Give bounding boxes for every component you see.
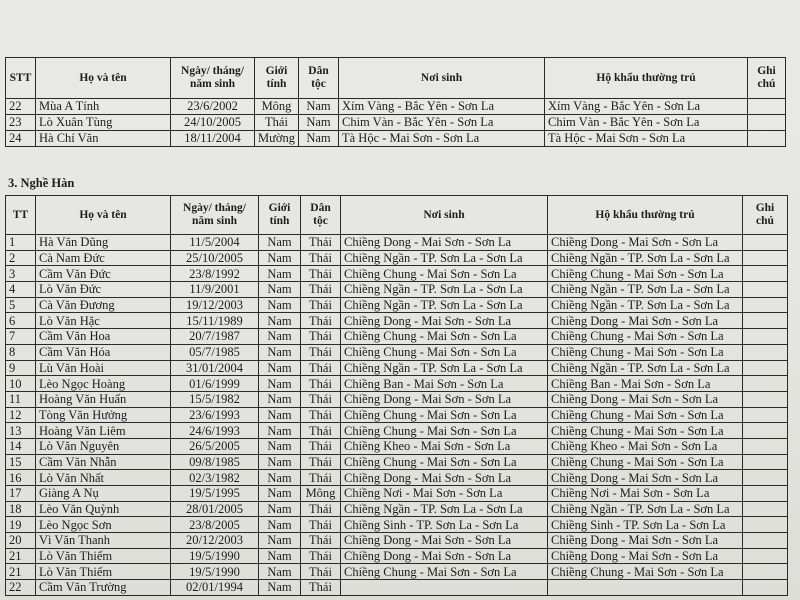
table-cell: Chiềng Dong - Mai Sơn - Sơn La — [548, 313, 743, 329]
table-row — [6, 533, 788, 549]
table-row — [6, 580, 788, 596]
table-cell: Mông — [301, 486, 341, 502]
table-cell: Chiềng Ngần - TP. Sơn La - Sơn La — [341, 360, 548, 376]
table-row — [6, 115, 786, 131]
table-row — [6, 329, 788, 345]
table-cell — [748, 99, 786, 115]
table-cell: Chiềng Dong - Mai Sơn - Sơn La — [341, 470, 548, 486]
table-cell: Nam — [259, 470, 301, 486]
table-cell: Chiềng Nơi - Mai Sơn - Sơn La — [548, 486, 743, 502]
table-cell: Lò Văn Thiếm — [36, 548, 171, 564]
table-cell: 2 — [6, 250, 36, 266]
table-cell: Lò Văn Thiếm — [36, 564, 171, 580]
table-cell: Thái — [301, 250, 341, 266]
table-cell: Thái — [301, 313, 341, 329]
table-cell: Chiềng Sinh - TP. Sơn La - Sơn La — [548, 517, 743, 533]
table-cell: Chiềng Chung - Mai Sơn - Sơn La — [548, 344, 743, 360]
table-cell: 11/9/2001 — [171, 282, 259, 298]
table-cell: 9 — [6, 360, 36, 376]
table-row — [6, 564, 788, 580]
table-cell: Thái — [301, 470, 341, 486]
table-cell: 19/5/1990 — [171, 564, 259, 580]
table-cell: Lèo Ngọc Hoàng — [36, 376, 171, 392]
table-cell: 11 — [6, 391, 36, 407]
table-row — [6, 470, 788, 486]
table-cell: 5 — [6, 297, 36, 313]
table-cell: Chiềng Dong - Mai Sơn - Sơn La — [548, 533, 743, 549]
table-cell — [743, 391, 788, 407]
table-cell: Nam — [259, 517, 301, 533]
table-cell — [341, 580, 548, 596]
table-cell: Tà Hộc - Mai Sơn - Sơn La — [545, 131, 748, 147]
table-cell: Lò Văn Nguyên — [36, 438, 171, 454]
table-cell: 18/11/2004 — [171, 131, 255, 147]
table-cell — [743, 423, 788, 439]
table-cell: Chiềng Kheo - Mai Sơn - Sơn La — [341, 438, 548, 454]
table-cell: 23/8/2005 — [171, 517, 259, 533]
table-cell: Chiềng Chung - Mai Sơn - Sơn La — [341, 423, 548, 439]
table-cell: Chiềng Dong - Mai Sơn - Sơn La — [548, 548, 743, 564]
student-table-continued — [5, 57, 786, 147]
table-cell: Thái — [301, 344, 341, 360]
table-row — [6, 438, 788, 454]
table-cell: Chiềng Chung - Mai Sơn - Sơn La — [548, 266, 743, 282]
table-cell: Hoàng Văn Liêm — [36, 423, 171, 439]
table-cell — [743, 297, 788, 313]
table-cell: Nam — [299, 131, 339, 147]
table-cell: Hà Chí Văn — [36, 131, 171, 147]
table-cell: Chiềng Dong - Mai Sơn - Sơn La — [548, 470, 743, 486]
section-title: 3. Nghề Hàn — [8, 176, 75, 190]
table-cell: Lèo Văn Quỳnh — [36, 501, 171, 517]
table-cell: Tà Hộc - Mai Sơn - Sơn La — [339, 131, 545, 147]
table-cell: Chim Vàn - Bắc Yên - Sơn La — [339, 115, 545, 131]
table-cell: Nam — [259, 250, 301, 266]
table-cell: Xím Vàng - Bắc Yên - Sơn La — [339, 99, 545, 115]
table-row — [6, 282, 788, 298]
table-cell: 25/10/2005 — [171, 250, 259, 266]
table-cell: 02/3/1982 — [171, 470, 259, 486]
table-cell: 21 — [6, 564, 36, 580]
table-cell: 22 — [6, 580, 36, 596]
table-cell — [743, 501, 788, 517]
table-cell: Lèo Ngọc Sơn — [36, 517, 171, 533]
table-cell: Chiềng Nơi - Mai Sơn - Sơn La — [341, 486, 548, 502]
table-header-row — [6, 58, 786, 99]
table-cell: 8 — [6, 344, 36, 360]
table-cell: 13 — [6, 423, 36, 439]
column-header: STT — [6, 58, 36, 99]
table-cell: Mường — [255, 131, 299, 147]
table-cell: Nam — [259, 391, 301, 407]
table-cell: 24/10/2005 — [171, 115, 255, 131]
table-cell — [743, 517, 788, 533]
table-cell: Thái — [301, 360, 341, 376]
table-cell: Thái — [301, 580, 341, 596]
table-cell: Nam — [259, 486, 301, 502]
table-cell: Chiềng Ngần - TP. Sơn La - Sơn La — [341, 297, 548, 313]
table-cell: Thái — [301, 266, 341, 282]
table-cell: Cà Nam Đức — [36, 250, 171, 266]
table-cell: Chiềng Dong - Mai Sơn - Sơn La — [341, 391, 548, 407]
column-header: TT — [6, 196, 36, 235]
table-cell: 23/8/1992 — [171, 266, 259, 282]
column-header: Dân tộc — [301, 196, 341, 235]
column-header: Họ và tên — [36, 58, 171, 99]
table-cell — [743, 454, 788, 470]
table-cell: Cầm Văn Hóa — [36, 344, 171, 360]
table-cell: Chiềng Dong - Mai Sơn - Sơn La — [548, 235, 743, 251]
table-cell — [743, 376, 788, 392]
table-cell: Chiềng Ngần - TP. Sơn La - Sơn La — [548, 360, 743, 376]
table-cell: Thái — [301, 391, 341, 407]
table-cell — [743, 235, 788, 251]
table-cell: Thái — [301, 407, 341, 423]
table-cell: 01/6/1999 — [171, 376, 259, 392]
table-cell: Thái — [301, 329, 341, 345]
table-cell: Lò Văn Nhất — [36, 470, 171, 486]
table-cell — [743, 438, 788, 454]
table-cell: Chiềng Chung - Mai Sơn - Sơn La — [548, 407, 743, 423]
table-cell — [743, 486, 788, 502]
table-cell: Nam — [299, 115, 339, 131]
column-header: Ghi chú — [748, 58, 786, 99]
table-cell: Chiềng Ban - Mai Sơn - Sơn La — [548, 376, 743, 392]
table-cell: Giàng A Nụ — [36, 486, 171, 502]
table-cell: Cầm Văn Hoa — [36, 329, 171, 345]
table-cell: Chiềng Ngần - TP. Sơn La - Sơn La — [548, 250, 743, 266]
table-cell: 20 — [6, 533, 36, 549]
table-header-row — [6, 196, 788, 235]
table-cell: 1 — [6, 235, 36, 251]
table-cell: Vì Văn Thanh — [36, 533, 171, 549]
table-row — [6, 297, 788, 313]
table-cell — [548, 580, 743, 596]
table-cell: Thái — [301, 454, 341, 470]
table-row — [6, 344, 788, 360]
table-row — [6, 99, 786, 115]
column-header: Hộ khẩu thường trú — [545, 58, 748, 99]
table-cell: 6 — [6, 313, 36, 329]
table-cell: Chiềng Chung - Mai Sơn - Sơn La — [341, 329, 548, 345]
column-header: Nơi sinh — [339, 58, 545, 99]
column-header: Ngày/ tháng/ năm sinh — [171, 58, 255, 99]
table-cell: 17 — [6, 486, 36, 502]
table-cell: Chiềng Sinh - TP. Sơn La - Sơn La — [341, 517, 548, 533]
table-cell: Chiềng Ngần - TP. Sơn La - Sơn La — [548, 282, 743, 298]
table-cell: Thái — [301, 423, 341, 439]
table-cell: 20/7/1987 — [171, 329, 259, 345]
table-cell: 22 — [6, 99, 36, 115]
table-cell — [743, 282, 788, 298]
table-cell — [743, 470, 788, 486]
table-row — [6, 548, 788, 564]
table-cell: 10 — [6, 376, 36, 392]
table-cell: Thái — [301, 282, 341, 298]
table-cell: Tòng Văn Hưởng — [36, 407, 171, 423]
table-cell — [743, 329, 788, 345]
table-cell: Lò Văn Hặc — [36, 313, 171, 329]
table-cell: 21 — [6, 548, 36, 564]
table-cell: Nam — [299, 99, 339, 115]
table-cell: Lò Xuân Tùng — [36, 115, 171, 131]
table-cell: 02/01/1994 — [171, 580, 259, 596]
table-cell: Nam — [259, 564, 301, 580]
table-cell: 12 — [6, 407, 36, 423]
table-cell: 16 — [6, 470, 36, 486]
table-cell: 15 — [6, 454, 36, 470]
table-cell: Nam — [259, 501, 301, 517]
table-cell: 23/6/2002 — [171, 99, 255, 115]
table-cell: 11/5/2004 — [171, 235, 259, 251]
table-cell: 23 — [6, 115, 36, 131]
table-cell — [743, 564, 788, 580]
table-cell — [743, 344, 788, 360]
table-row — [6, 235, 788, 251]
table-cell: Nam — [259, 548, 301, 564]
table-cell: 24/6/1993 — [171, 423, 259, 439]
table-cell: Chiềng Chung - Mai Sơn - Sơn La — [341, 344, 548, 360]
table-cell: Thái — [301, 438, 341, 454]
table-cell: Nam — [259, 580, 301, 596]
table-cell — [748, 115, 786, 131]
table-cell: 4 — [6, 282, 36, 298]
table-cell: Chiềng Ngần - TP. Sơn La - Sơn La — [548, 501, 743, 517]
table-row — [6, 454, 788, 470]
table-row — [6, 407, 788, 423]
table-cell: 7 — [6, 329, 36, 345]
table-cell: Chiềng Chung - Mai Sơn - Sơn La — [341, 407, 548, 423]
table-cell: Nam — [259, 423, 301, 439]
table-cell: Chiềng Chung - Mai Sơn - Sơn La — [548, 454, 743, 470]
table-cell: Thái — [301, 564, 341, 580]
table-cell: Cầm Văn Trường — [36, 580, 171, 596]
table-cell: Nam — [259, 282, 301, 298]
table-cell: 26/5/2005 — [171, 438, 259, 454]
table-cell: 19/5/1995 — [171, 486, 259, 502]
table-row — [6, 486, 788, 502]
table-cell: Nam — [259, 266, 301, 282]
table-cell — [743, 533, 788, 549]
table-cell: 19 — [6, 517, 36, 533]
table-cell: Thái — [301, 501, 341, 517]
table-cell: Cầm Văn Đức — [36, 266, 171, 282]
welding-trainee-table — [5, 195, 788, 596]
table-cell: Mùa A Tính — [36, 99, 171, 115]
table-row — [6, 313, 788, 329]
table-cell: Mông — [255, 99, 299, 115]
table-cell: 05/7/1985 — [171, 344, 259, 360]
column-header: Họ và tên — [36, 196, 171, 235]
table-cell — [743, 313, 788, 329]
table-cell: Nam — [259, 360, 301, 376]
table-cell: Thái — [255, 115, 299, 131]
table-cell: Thái — [301, 376, 341, 392]
table-cell: Chiềng Chung - Mai Sơn - Sơn La — [341, 266, 548, 282]
table-cell: 19/5/1990 — [171, 548, 259, 564]
column-header: Giới tính — [259, 196, 301, 235]
table-row — [6, 250, 788, 266]
table-cell: Cà Văn Đương — [36, 297, 171, 313]
table-cell: Thái — [301, 297, 341, 313]
table-row — [6, 131, 786, 147]
column-header: Ghi chú — [743, 196, 788, 235]
table-cell — [743, 548, 788, 564]
table-cell: Nam — [259, 313, 301, 329]
table-row — [6, 517, 788, 533]
table-cell: Chiềng Chung - Mai Sơn - Sơn La — [548, 329, 743, 345]
column-header: Ngày/ tháng/ năm sinh — [171, 196, 259, 235]
table-cell: Thái — [301, 548, 341, 564]
table-cell: Nam — [259, 438, 301, 454]
table-cell: Nam — [259, 235, 301, 251]
table-cell: Chim Vàn - Bắc Yên - Sơn La — [545, 115, 748, 131]
column-header: Hộ khẩu thường trú — [548, 196, 743, 235]
table-cell: 31/01/2004 — [171, 360, 259, 376]
table-cell: Nam — [259, 454, 301, 470]
table-cell: Lù Văn Hoài — [36, 360, 171, 376]
table-cell: Chiềng Chung - Mai Sơn - Sơn La — [548, 423, 743, 439]
table-cell: Hà Văn Dũng — [36, 235, 171, 251]
table-cell: Chiềng Kheo - Mai Sơn - Sơn La — [548, 438, 743, 454]
table-cell: Chiềng Ngần - TP. Sơn La - Sơn La — [548, 297, 743, 313]
table-cell: 14 — [6, 438, 36, 454]
table-row — [6, 423, 788, 439]
table-cell: Nam — [259, 297, 301, 313]
table-cell: 24 — [6, 131, 36, 147]
table-cell: Thái — [301, 517, 341, 533]
table-cell — [743, 407, 788, 423]
table-cell — [743, 360, 788, 376]
table-row — [6, 360, 788, 376]
table-cell: Chiềng Dong - Mai Sơn - Sơn La — [548, 391, 743, 407]
table-cell: Chiềng Chung - Mai Sơn - Sơn La — [341, 454, 548, 470]
table-cell: 20/12/2003 — [171, 533, 259, 549]
table-cell: 19/12/2003 — [171, 297, 259, 313]
table-cell: 15/11/1989 — [171, 313, 259, 329]
table-cell: Nam — [259, 533, 301, 549]
column-header: Nơi sinh — [341, 196, 548, 235]
table-cell: Chiềng Ngần - TP. Sơn La - Sơn La — [341, 250, 548, 266]
table-row — [6, 376, 788, 392]
table-cell: Nam — [259, 407, 301, 423]
table-cell: Cầm Văn Nhẫn — [36, 454, 171, 470]
table-cell: Xím Vàng - Bắc Yên - Sơn La — [545, 99, 748, 115]
table-cell: Chiềng Dong - Mai Sơn - Sơn La — [341, 313, 548, 329]
table-cell: 18 — [6, 501, 36, 517]
table-row — [6, 266, 788, 282]
table-cell: 28/01/2005 — [171, 501, 259, 517]
table-cell: Chiềng Dong - Mai Sơn - Sơn La — [341, 235, 548, 251]
table-cell: 3 — [6, 266, 36, 282]
table-cell: Chiềng Dong - Mai Sơn - Sơn La — [341, 533, 548, 549]
table-cell: Nam — [259, 344, 301, 360]
table-row — [6, 391, 788, 407]
table-cell: Nam — [259, 329, 301, 345]
table-cell: 09/8/1985 — [171, 454, 259, 470]
table-cell: Lò Văn Đức — [36, 282, 171, 298]
table-cell: 15/5/1982 — [171, 391, 259, 407]
column-header: Dân tộc — [299, 58, 339, 99]
table-cell — [743, 250, 788, 266]
table-cell — [748, 131, 786, 147]
table-cell: Nam — [259, 376, 301, 392]
table-cell — [743, 266, 788, 282]
column-header: Giới tính — [255, 58, 299, 99]
table-cell: Chiềng Ngần - TP. Sơn La - Sơn La — [341, 501, 548, 517]
table-cell: Chiềng Ban - Mai Sơn - Sơn La — [341, 376, 548, 392]
table-cell: Chiềng Chung - Mai Sơn - Sơn La — [341, 564, 548, 580]
table-row — [6, 501, 788, 517]
table-cell: Thái — [301, 533, 341, 549]
table-cell: 23/6/1993 — [171, 407, 259, 423]
table-cell: Hoàng Văn Huấn — [36, 391, 171, 407]
table-cell: Thái — [301, 235, 341, 251]
table-cell: Chiềng Ngần - TP. Sơn La - Sơn La — [341, 282, 548, 298]
table-cell: Chiềng Chung - Mai Sơn - Sơn La — [548, 564, 743, 580]
table-cell — [743, 580, 788, 596]
table-cell: Chiềng Dong - Mai Sơn - Sơn La — [341, 548, 548, 564]
